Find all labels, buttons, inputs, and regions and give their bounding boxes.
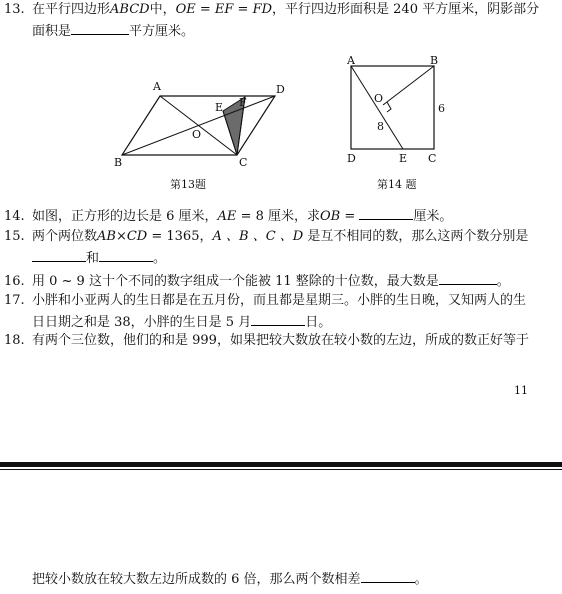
- q13-line2: [32, 22, 194, 40]
- q18-text-line1: 有两个三位数，他们的和是 999，如果把较大数放在较小数的左边，所成的数正好等于: [32, 333, 529, 348]
- q15-end: 。: [153, 251, 167, 266]
- q15-line1: [4, 229, 528, 245]
- q13-text-c: ，平行四边形面积是 240 平方厘米，阴影部分: [272, 2, 540, 17]
- q14-label-a: A: [347, 54, 355, 67]
- page-break-rule-thin: [0, 469, 562, 470]
- q14-text-b: = 8 厘米，求: [236, 209, 320, 224]
- q13-abcd: ABCD: [110, 2, 150, 17]
- q13-equation: OE = EF = FD: [175, 2, 273, 17]
- q18-cont-a: 把较小数放在较大数左边所成数的 6 倍，那么两个数相差: [32, 572, 361, 587]
- q15-line2: [32, 249, 166, 267]
- q14-label-e: E: [399, 152, 408, 165]
- q18-number: 18.: [4, 333, 25, 348]
- q14-answer-blank[interactable]: [359, 207, 413, 220]
- q13-diagonal-ac: [160, 96, 237, 155]
- q17-answer-blank[interactable]: [251, 313, 305, 326]
- q15-expr: AB×CD: [97, 229, 148, 244]
- q14-ae: AE: [217, 209, 237, 224]
- q17-number: 17.: [4, 293, 25, 308]
- page-number: 11: [514, 384, 528, 397]
- q18-answer-blank[interactable]: [361, 570, 415, 583]
- q15-text-c: 是互不相同的数，那么这两个数分别是: [303, 229, 529, 244]
- q14-label-c: C: [428, 152, 437, 165]
- q14-figure: [340, 54, 452, 169]
- q13-label-c: C: [239, 156, 248, 169]
- q16-number: 16.: [4, 274, 25, 289]
- q14-line: [4, 207, 452, 225]
- q18-continuation: [32, 570, 428, 588]
- q14-text-a: 如图，正方形的边长是 6 厘米，: [32, 209, 218, 224]
- q13-caption: 第13题: [170, 178, 206, 191]
- q15-number: 15.: [4, 229, 25, 244]
- q14-label-b: B: [430, 54, 439, 67]
- q14-label-8: 8: [377, 120, 384, 133]
- q16-end: 。: [496, 274, 510, 289]
- q13-answer-blank[interactable]: [71, 22, 129, 35]
- q15-text-a: 两个两位数: [32, 229, 98, 244]
- q13-label-o: O: [192, 128, 202, 141]
- q14-unit: 厘米。: [413, 209, 453, 224]
- q15-answer-blank-2[interactable]: [99, 249, 153, 262]
- q17-line2-a: 日日期之和是 38，小胖的生日是 5 月: [32, 315, 252, 330]
- q13-line2-b: 平方厘米。: [129, 24, 195, 39]
- q18-line1: [4, 333, 529, 349]
- q13-label-b: B: [114, 156, 123, 169]
- q17-line2: [32, 313, 331, 331]
- q13-label-a: A: [153, 80, 161, 93]
- q13-label-e: E: [215, 101, 224, 114]
- q17-line1: [4, 293, 526, 309]
- q14-segment-ae: [351, 66, 403, 149]
- q14-label-d: D: [347, 152, 356, 165]
- q14-square: [351, 66, 434, 149]
- q14-label-o: O: [374, 92, 384, 105]
- q17-text-line1: 小胖和小亚两人的生日都是在五月份，而且都是星期三。小胖的生日晚，又知两人的生: [32, 293, 527, 308]
- q18-cont-b: 。: [414, 572, 428, 587]
- q16-answer-blank[interactable]: [439, 272, 497, 285]
- q14-ob: OB: [320, 209, 341, 224]
- q16-text: 用 0 ~ 9 这十个不同的数字组成一个能被 11 整除的十位数，最大数是: [32, 274, 439, 289]
- q16-line: [4, 272, 510, 290]
- q14-caption: 第14 题: [377, 178, 417, 191]
- q13-number: 13.: [4, 2, 25, 17]
- q14-segment-bo: [383, 66, 434, 105]
- q14-number: 14.: [4, 209, 25, 224]
- q13-line1: [4, 2, 539, 18]
- q13-label-d: D: [276, 83, 285, 96]
- q13-label-f: F: [239, 96, 247, 109]
- q14-right-angle-mark: [387, 102, 391, 112]
- q13-line2-a: 面积是: [32, 24, 72, 39]
- q15-vars: A 、B 、C 、D: [212, 229, 304, 244]
- q14-text-c: =: [340, 209, 360, 224]
- q13-text-a: 在平行四边形: [32, 2, 111, 17]
- q14-label-6: 6: [438, 102, 445, 115]
- q17-line2-b: 日。: [305, 315, 332, 330]
- page-break-rule-thick: [0, 462, 562, 467]
- q15-text-b: = 1365，: [147, 229, 213, 244]
- q15-and: 和: [86, 251, 100, 266]
- q13-text-b: 中，: [149, 2, 176, 17]
- q13-figure: [105, 78, 295, 178]
- q15-answer-blank-1[interactable]: [32, 249, 86, 262]
